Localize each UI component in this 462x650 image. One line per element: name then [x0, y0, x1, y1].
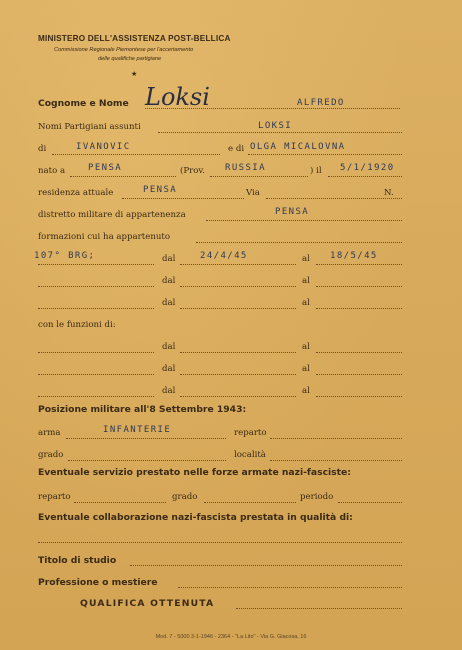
madre-value: OLGA MICALOVNA: [250, 142, 346, 152]
distretto-dots: [206, 219, 402, 221]
funz-al-label-3: al: [302, 386, 310, 396]
ministry-title: MINISTERO DELL'ASSISTENZA POST-BELLICA: [38, 34, 231, 43]
di-label: di: [38, 144, 47, 154]
servizio-grado-label: grado: [172, 492, 198, 502]
grado-dots: [68, 459, 226, 461]
star-icon: ★: [131, 70, 138, 78]
nome-value: ALFREDO: [297, 98, 345, 108]
data-nascita-value: 5/1/1920: [340, 163, 395, 173]
n-label: N.: [384, 188, 394, 198]
posizione-label: Posizione militare all'8 Settembre 1943:: [38, 404, 247, 415]
qualifica-dots: [236, 607, 402, 609]
padre-value: IVANOVIC: [76, 142, 131, 152]
qualifica-label: QUALIFICA OTTENUTA: [80, 598, 215, 609]
funzione-row-3-dots: [38, 395, 154, 397]
nomi-partigiani-dots: [158, 131, 402, 133]
periodo-dots: [338, 501, 402, 503]
distretto-label: distretto militare di appartenenza: [38, 210, 186, 220]
localita-dots: [270, 459, 402, 461]
nomi-partigiani-value: LOKSI: [258, 121, 293, 131]
al-label-2: al: [302, 276, 310, 286]
collaborazione-dots: [38, 541, 402, 543]
al-label-1: al: [302, 254, 310, 264]
funz-al-dots-3: [316, 395, 402, 397]
professione-label: Professione o mestiere: [38, 577, 158, 588]
commission-line-1: Commissione Regionale Piemontese per l'accertamento: [54, 47, 194, 53]
e-di-label: e di: [228, 144, 245, 154]
dal-label-1: dal: [162, 254, 176, 264]
cognome-value: Loksi: [145, 83, 210, 111]
funz-dal-label-1: dal: [162, 342, 176, 352]
professione-dots: [178, 586, 402, 588]
localita-label: località: [234, 450, 266, 460]
grado-label: grado: [38, 450, 64, 460]
data-nascita-dots: [328, 175, 402, 177]
formazioni-label: formazioni cui ha appartenuto: [38, 232, 171, 242]
arma-value: INFANTERIE: [103, 425, 172, 435]
nato-label: nato a: [38, 166, 66, 176]
residenza-label: residenza attuale: [38, 188, 114, 198]
al-value-1: 18/5/45: [330, 251, 378, 261]
residenza-dots: [122, 197, 244, 199]
prov-label: (Prov.: [180, 166, 205, 176]
dal-dots-3: [180, 307, 296, 309]
formazioni-dots: [196, 241, 402, 243]
cognome-dots: [145, 107, 400, 109]
funz-al-dots-2: [316, 373, 402, 375]
servizio-label: Eventuale servizio prestato nelle forze armate nazi-fasciste:: [38, 467, 351, 478]
funz-dal-label-3: dal: [162, 386, 176, 396]
reparto-dots: [270, 437, 402, 439]
periodo-label: periodo: [300, 492, 334, 502]
dal-dots-1: [180, 263, 296, 265]
prov-value: RUSSIA: [225, 163, 266, 173]
il-label: ) il: [310, 166, 322, 176]
servizio-reparto-label: reparto: [38, 492, 71, 502]
al-dots-1: [316, 263, 402, 265]
nato-dots: [70, 175, 176, 177]
collaborazione-label: Eventuale collaborazione nazi-fascista prestata in qualità di:: [38, 512, 353, 523]
funzione-row-2-dots: [38, 373, 154, 375]
funz-dal-dots-1: [180, 351, 296, 353]
residenza-value: PENSA: [143, 185, 178, 195]
formazioni-value: 107° BRG;: [34, 251, 96, 261]
funz-dal-dots-2: [180, 373, 296, 375]
titolo-label: Titolo di studio: [38, 555, 117, 566]
dal-value-1: 24/4/45: [200, 251, 248, 261]
titolo-dots: [130, 564, 402, 566]
funz-al-label-2: al: [302, 364, 310, 374]
dal-label-3: dal: [162, 298, 176, 308]
cognome-label: Cognome e Nome: [38, 98, 129, 109]
arma-dots: [66, 437, 226, 439]
funzione-row-1-dots: [38, 351, 154, 353]
commission-line-2: delle qualifiche partigiane: [98, 56, 162, 62]
funz-dal-dots-3: [180, 395, 296, 397]
distretto-value: PENSA: [275, 207, 310, 217]
print-footer: Mod. 7 - 5000 3-1-1946 - 2364 - "La Lito" - Via G. Giacosa, 16: [155, 634, 307, 640]
nato-value: PENSA: [88, 163, 123, 173]
al-dots-3: [316, 307, 402, 309]
padre-dots: [52, 153, 220, 155]
funz-dal-label-2: dal: [162, 364, 176, 374]
madre-dots: [248, 153, 402, 155]
funzioni-label: con le funzioni di:: [38, 320, 116, 330]
arma-label: arma: [38, 428, 61, 438]
dal-label-2: dal: [162, 276, 176, 286]
dal-dots-2: [180, 285, 296, 287]
prov-dots: [210, 175, 308, 177]
formazione-row-2-dots: [38, 285, 154, 287]
al-label-3: al: [302, 298, 310, 308]
via-label: Via: [246, 188, 260, 198]
servizio-reparto-dots: [74, 501, 166, 503]
via-dots: [266, 197, 402, 199]
formazione-row-3-dots: [38, 307, 154, 309]
formazione-row-1-dots: [38, 263, 154, 265]
funz-al-label-1: al: [302, 342, 310, 352]
nomi-partigiani-label: Nomi Partigiani assunti: [38, 122, 141, 132]
al-dots-2: [316, 285, 402, 287]
reparto-label: reparto: [234, 428, 267, 438]
servizio-grado-dots: [204, 501, 296, 503]
funz-al-dots-1: [316, 351, 402, 353]
